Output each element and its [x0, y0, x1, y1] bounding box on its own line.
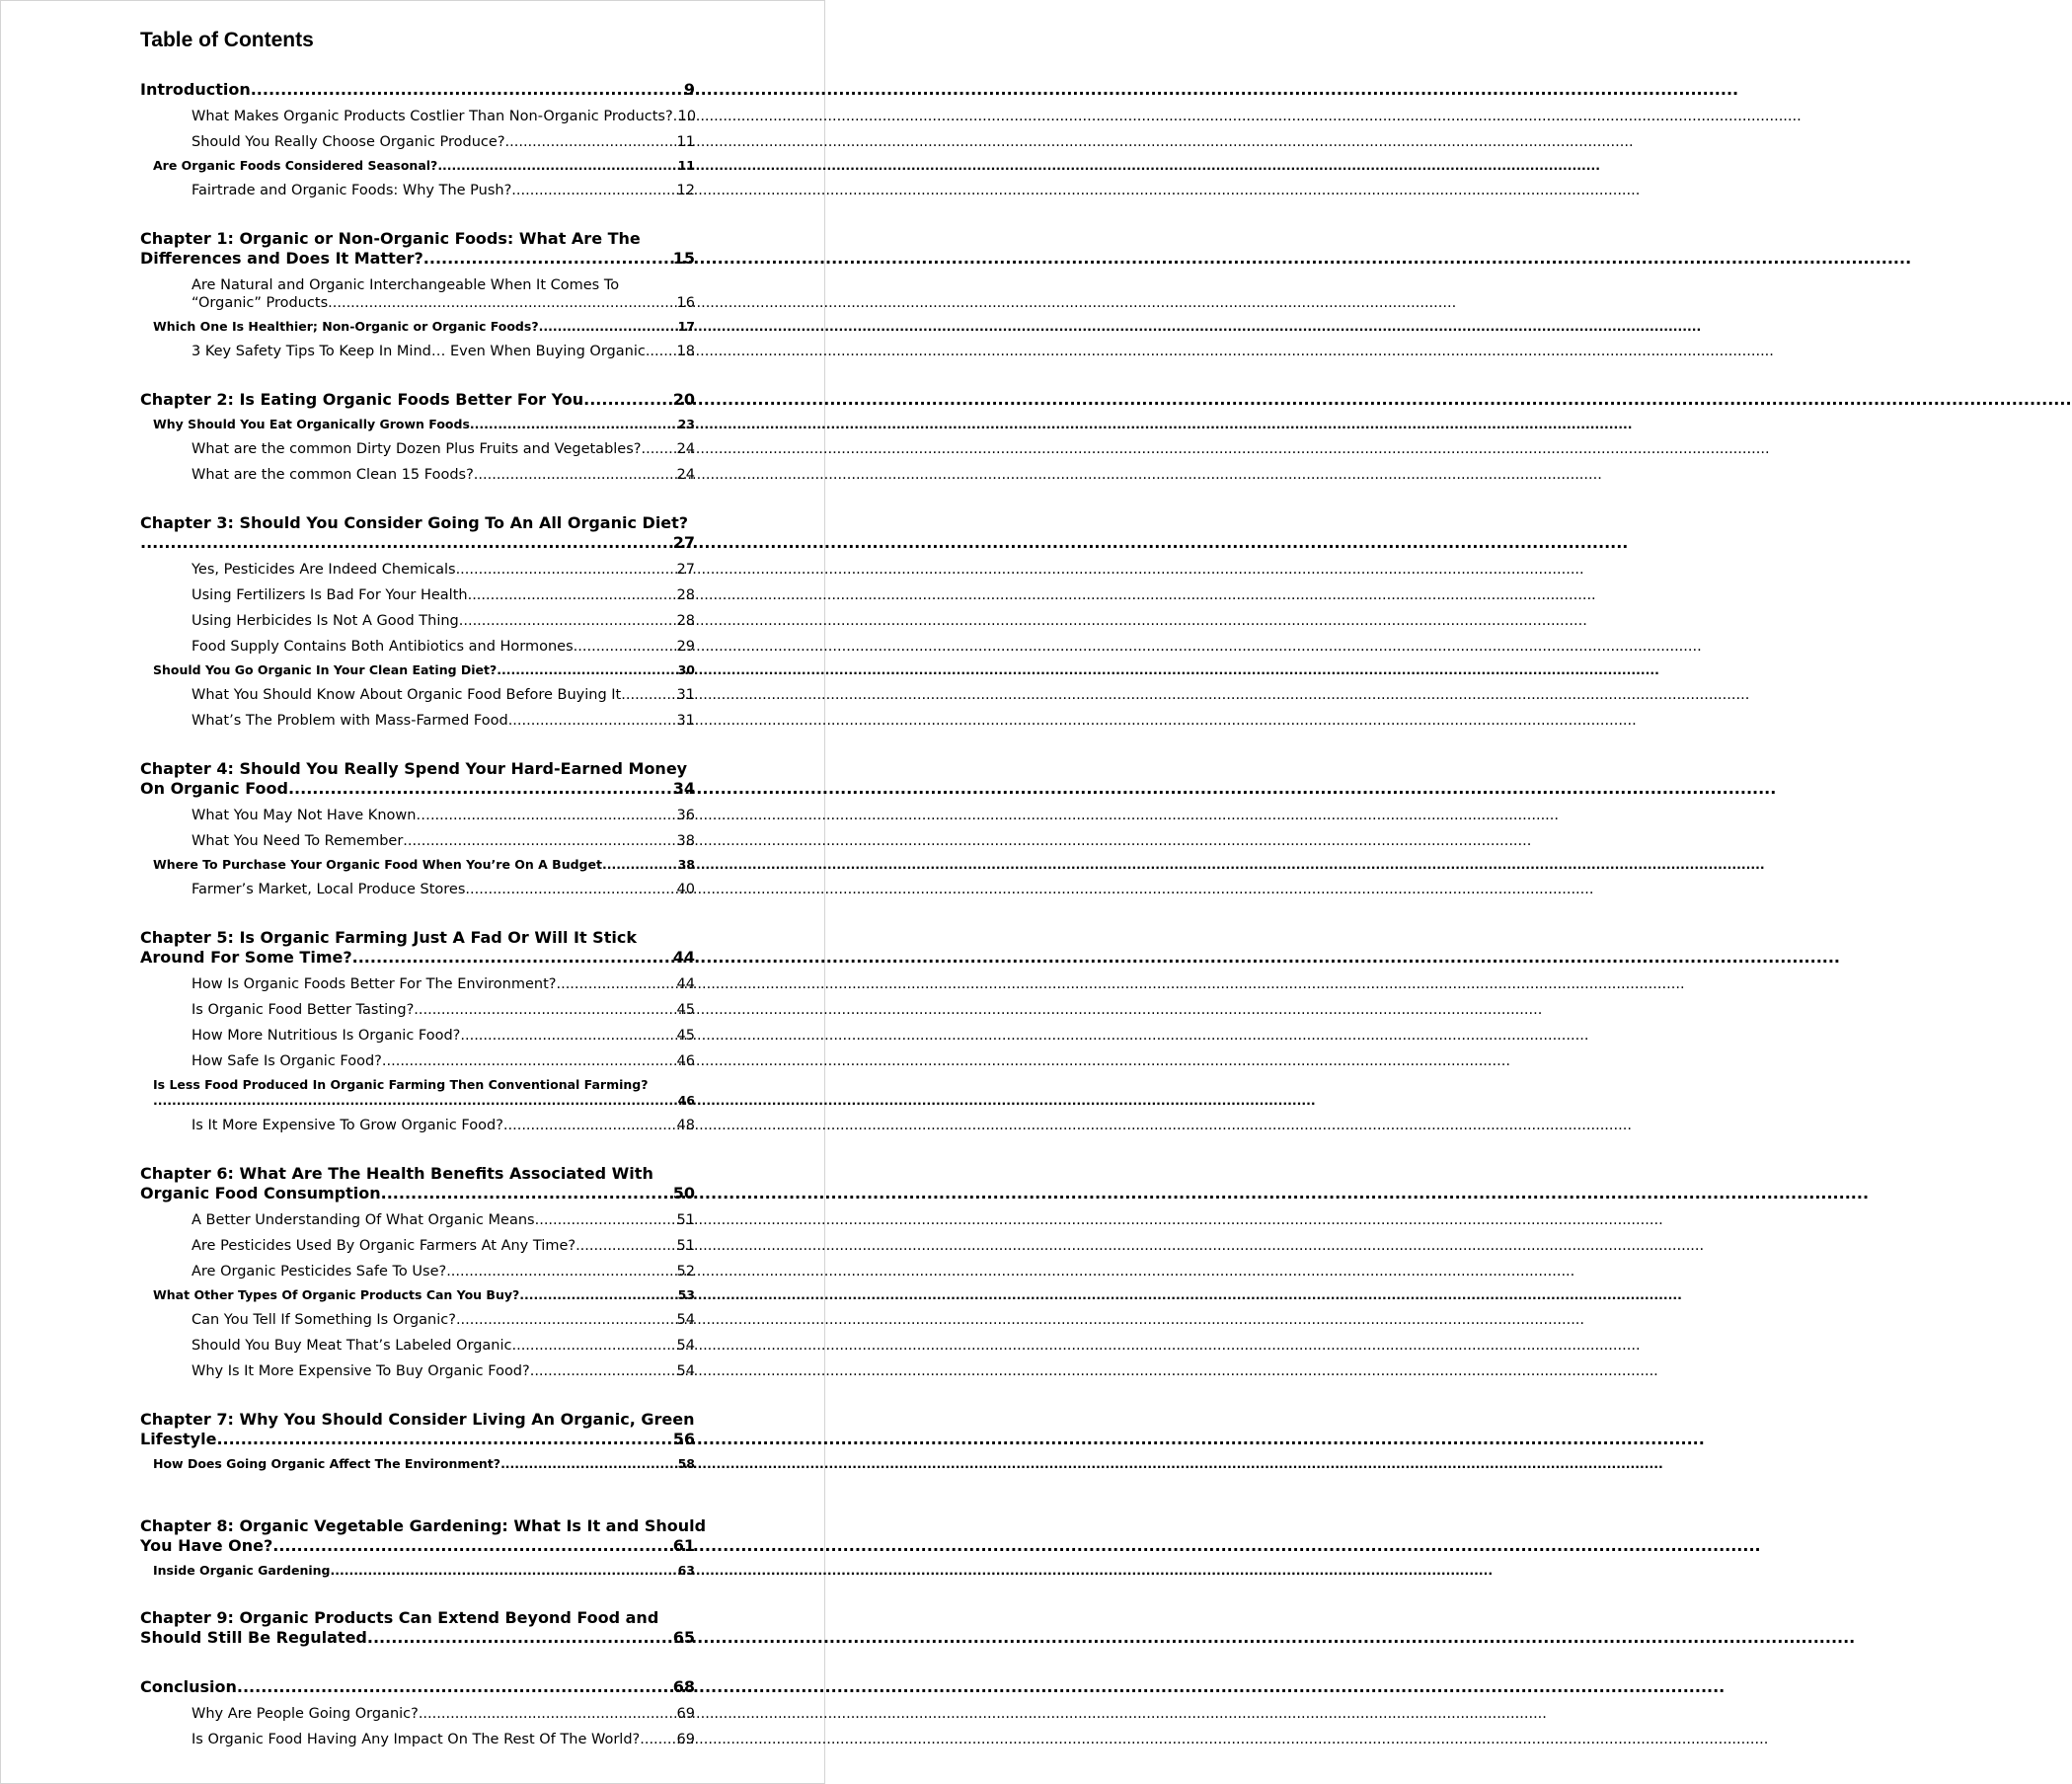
toc-subsection-entry[interactable] — [140, 1052, 695, 1070]
toc-subsection-entry[interactable] — [140, 832, 695, 850]
toc-page-number: 44 — [672, 948, 695, 967]
toc-page-number: 27 — [676, 562, 695, 578]
toc-page-number: 28 — [676, 587, 695, 603]
toc-entry-title: Around For Some Time? — [140, 948, 352, 967]
toc-entry-title-line: Are Natural and Organic Interchangeable When It Comes To — [192, 277, 620, 293]
dot-leader — [500, 1456, 677, 1472]
toc-page-number: 56 — [672, 1430, 695, 1448]
dot-leader — [382, 1052, 676, 1070]
dot-leader — [414, 1001, 675, 1019]
toc-page-number: 69 — [676, 1706, 695, 1722]
toc-page-number: 38 — [676, 833, 695, 849]
dot-leader — [328, 294, 675, 312]
dot-leader — [503, 1117, 676, 1134]
toc-entry-title: Using Herbicides Is Not A Good Thing — [192, 613, 459, 629]
toc-page-number: 24 — [676, 467, 695, 483]
toc-page-number: 53 — [677, 1287, 695, 1302]
toc-page-number: 12 — [676, 183, 695, 198]
toc-entry-title: Using Fertilizers Is Bad For Your Health — [192, 587, 468, 603]
toc-entry-title-line: Chapter 3: Should You Consider Going To An All Organic Diet? — [140, 513, 689, 532]
toc-subsection-entry[interactable] — [140, 586, 695, 604]
toc-page-number: 46 — [677, 1093, 695, 1108]
toc-subsection-entry[interactable] — [140, 466, 695, 484]
toc-entry-title: What You Should Know About Organic Food Before Buying It — [192, 687, 622, 703]
dot-leader — [641, 440, 675, 458]
toc-page-number: 38 — [677, 857, 695, 872]
toc-page-number: 20 — [672, 390, 695, 409]
toc-page-number: 34 — [672, 779, 695, 798]
toc-page-number: 63 — [677, 1563, 695, 1578]
toc-subsection-entry[interactable] — [140, 1263, 695, 1280]
toc-page-number: 51 — [676, 1212, 695, 1228]
toc-chapter-entry[interactable] — [140, 1164, 695, 1203]
toc-page-number: 68 — [672, 1677, 695, 1696]
toc-subsection-entry[interactable] — [140, 807, 695, 824]
dot-leader — [237, 1677, 672, 1697]
toc-entry-title: What’s The Problem with Mass-Farmed Food — [192, 713, 508, 729]
toc-entry-title: Differences and Does It Matter? — [140, 249, 423, 268]
toc-page-number: 30 — [677, 662, 695, 677]
dot-leader — [331, 1563, 677, 1579]
toc-entry-title: Introduction — [140, 80, 251, 99]
toc-subsection-entry[interactable] — [140, 881, 695, 898]
toc-page-number: 11 — [676, 134, 695, 150]
dot-leader — [437, 158, 676, 174]
toc-entry-title-line: Chapter 5: Is Organic Farming Just A Fad Or Will It Stick — [140, 928, 637, 947]
dot-leader — [530, 1362, 676, 1380]
toc-entry-title: What are the common Clean 15 Foods? — [192, 467, 474, 483]
toc-entry-title: What Other Types Of Organic Products Can You Buy? — [153, 1287, 520, 1302]
toc-entry-title: Are Organic Pesticides Safe To Use? — [192, 1264, 447, 1280]
toc-subsection-entry[interactable] — [140, 686, 695, 704]
toc-list — [140, 80, 707, 1748]
toc-page-number: 10 — [677, 109, 697, 124]
toc-page-number: 9 — [683, 80, 695, 99]
dot-leader — [468, 586, 676, 604]
toc-section-entry[interactable] — [140, 662, 695, 678]
toc-entry-title: What are the common Dirty Dozen Plus Fruits and Vegetables? — [192, 441, 642, 457]
toc-chapter-entry[interactable] — [140, 928, 695, 968]
toc-entry-title: Is Organic Food Better Tasting? — [192, 1002, 415, 1018]
toc-chapter-entry[interactable] — [140, 759, 695, 799]
toc-subsection-entry[interactable] — [140, 108, 695, 125]
toc-page-number: 45 — [676, 1028, 695, 1044]
toc-subsection-entry[interactable] — [140, 133, 695, 151]
toc-section-entry[interactable] — [140, 857, 695, 873]
toc-entry-title-line: Chapter 4: Should You Really Spend Your Hard-Earned Money — [140, 759, 688, 778]
toc-entry-title: Should Still Be Regulated — [140, 1628, 367, 1647]
toc-subsection-entry[interactable] — [140, 1001, 695, 1019]
dot-leader — [446, 1263, 675, 1280]
dot-leader — [153, 1093, 677, 1109]
toc-page-number: 18 — [676, 344, 695, 359]
dot-leader — [539, 319, 677, 335]
toc-entry-title: Why Should You Eat Organically Grown Foods — [153, 417, 470, 431]
dot-leader — [511, 182, 675, 199]
toc-entry-title: Yes, Pesticides Are Indeed Chemicals — [192, 562, 456, 578]
toc-entry-title: Should You Go Organic In Your Clean Eating Diet? — [153, 662, 498, 677]
dot-leader — [251, 80, 683, 100]
toc-entry-title: Where To Purchase Your Organic Food When You’re On A Budget — [153, 857, 602, 872]
toc-entry-title: How More Nutritious Is Organic Food? — [192, 1028, 461, 1044]
toc-entry-title: Food Supply Contains Both Antibiotics and Hormones — [192, 639, 574, 655]
toc-entry-title-line: Chapter 8: Organic Vegetable Gardening: What Is It and Should — [140, 1516, 707, 1535]
dot-leader — [381, 1184, 672, 1203]
toc-entry-title: How Safe Is Organic Food? — [192, 1053, 382, 1069]
toc-section-entry[interactable] — [140, 319, 695, 335]
toc-entry-title-line: Chapter 9: Organic Products Can Extend Beyond Food and — [140, 1608, 659, 1627]
toc-chapter-entry[interactable] — [140, 513, 695, 553]
toc-page-number: 45 — [676, 1002, 695, 1018]
toc-subsection-entry[interactable] — [140, 1211, 695, 1229]
document-page — [0, 0, 825, 1784]
toc-page-number: 16 — [676, 295, 695, 311]
toc-subsection-entry[interactable] — [140, 1311, 695, 1329]
toc-entry-title: Should You Really Choose Organic Produce? — [192, 134, 505, 150]
toc-entry-title-line: Chapter 6: What Are The Health Benefits Associated With — [140, 1164, 653, 1183]
dot-leader — [574, 638, 676, 656]
toc-page-number: 51 — [676, 1238, 695, 1254]
toc-entry-title: Lifestyle — [140, 1430, 217, 1448]
toc-subsection-entry[interactable] — [140, 182, 695, 199]
toc-subsection-entry[interactable] — [140, 440, 695, 458]
toc-entry-title-line: Chapter 7: Why You Should Consider Living An Organic, Green — [140, 1410, 695, 1429]
toc-entry-title: Why Are People Going Organic? — [192, 1706, 419, 1722]
toc-subsection-entry[interactable] — [140, 612, 695, 630]
dot-leader — [272, 1536, 672, 1556]
toc-entry-title: Inside Organic Gardening — [153, 1563, 331, 1578]
toc-entry-title: What You May Not Have Known… — [192, 808, 430, 823]
toc-entry-title: How Does Going Organic Affect The Environment? — [153, 1456, 501, 1471]
dot-leader — [456, 1311, 676, 1329]
table-of-contents — [140, 27, 707, 1748]
toc-page-number: 11 — [677, 158, 695, 173]
toc-entry-title: Can You Tell If Something Is Organic? — [192, 1312, 456, 1328]
dot-leader — [602, 857, 677, 873]
dot-leader — [497, 662, 676, 678]
toc-entry-title: A Better Understanding Of What Organic Means — [192, 1212, 535, 1228]
dot-leader — [460, 1027, 675, 1045]
toc-subsection-entry[interactable] — [140, 1731, 695, 1748]
dot-leader — [646, 343, 676, 360]
toc-subsection-entry[interactable] — [140, 638, 695, 656]
toc-page-number: 69 — [676, 1732, 695, 1747]
toc-entry-title: What You Need To Remember — [192, 833, 404, 849]
toc-page-number: 52 — [676, 1264, 695, 1280]
toc-entry-title: Organic Food Consumption — [140, 1184, 381, 1202]
toc-chapter-entry[interactable] — [140, 80, 695, 100]
toc-subsection-entry[interactable] — [140, 1027, 695, 1045]
toc-subsection-entry[interactable] — [140, 712, 695, 730]
toc-heading: Table of Contents — [140, 29, 314, 51]
dot-leader — [583, 390, 672, 410]
toc-chapter-entry[interactable] — [140, 1410, 695, 1449]
toc-subsection-entry[interactable] — [140, 1362, 695, 1380]
dot-leader — [288, 779, 672, 799]
toc-page-number: 27 — [672, 533, 695, 552]
toc-subsection-entry[interactable] — [140, 975, 695, 993]
toc-page-number: 58 — [677, 1456, 695, 1471]
toc-page-number: 24 — [676, 441, 695, 457]
dot-leader — [576, 1237, 675, 1255]
toc-page-number: 54 — [676, 1312, 695, 1328]
toc-subsection-entry[interactable] — [140, 1117, 695, 1134]
dot-leader — [505, 133, 676, 151]
dot-leader — [470, 417, 677, 432]
dot-leader — [140, 533, 672, 553]
toc-page-number: 40 — [676, 882, 695, 897]
toc-chapter-entry[interactable] — [140, 390, 695, 410]
toc-entry-title: Conclusion — [140, 1677, 237, 1696]
dot-leader — [367, 1628, 672, 1648]
dot-leader — [519, 1287, 676, 1303]
toc-entry-title: Are Organic Foods Considered Seasonal? — [153, 158, 438, 173]
dot-leader — [511, 1337, 675, 1355]
toc-chapter-entry[interactable] — [140, 229, 695, 269]
dot-leader — [535, 1211, 676, 1229]
toc-subsection-entry[interactable] — [140, 1337, 695, 1355]
toc-entry-title: Is Organic Food Having Any Impact On The Rest Of The World? — [192, 1732, 641, 1747]
dot-leader — [640, 1731, 675, 1748]
toc-page-number: 15 — [672, 249, 695, 268]
toc-subsection-entry[interactable] — [140, 1705, 695, 1723]
toc-page-number: 54 — [676, 1338, 695, 1354]
toc-subsection-entry[interactable] — [140, 1237, 695, 1255]
toc-page-number: 28 — [676, 613, 695, 629]
toc-page-number: 44 — [676, 976, 695, 992]
toc-entry-title: Which One Is Healthier; Non-Organic or Organic Foods? — [153, 319, 539, 334]
toc-chapter-entry[interactable] — [140, 1677, 695, 1697]
toc-entry-title: Why Is It More Expensive To Buy Organic Food? — [192, 1363, 530, 1379]
toc-page-number: 65 — [672, 1628, 695, 1647]
toc-entry-title-line: Is Less Food Produced In Organic Farming Then Conventional Farming? — [153, 1077, 649, 1092]
dot-leader — [419, 1705, 676, 1723]
dot-leader — [621, 686, 675, 704]
toc-section-entry[interactable] — [140, 1563, 695, 1579]
toc-subsection-entry[interactable] — [140, 561, 695, 579]
toc-entry-title: Fairtrade and Organic Foods: Why The Push? — [192, 183, 512, 198]
dot-leader — [352, 948, 672, 968]
toc-entry-title: You Have One? — [140, 1536, 273, 1555]
dot-leader — [556, 975, 675, 993]
dot-leader — [474, 466, 676, 484]
toc-entry-title: Should You Buy Meat That’s Labeled Organic — [192, 1338, 512, 1354]
toc-chapter-entry[interactable] — [140, 1608, 695, 1648]
toc-page-number: 31 — [676, 687, 695, 703]
toc-page-number: 46 — [676, 1053, 695, 1069]
dot-leader — [459, 612, 676, 630]
dot-leader — [456, 561, 676, 579]
toc-section-entry[interactable] — [140, 417, 695, 432]
toc-page-number: 31 — [676, 713, 695, 729]
toc-entry-title: What Makes Organic Products Costlier Than Non-Organic Products? — [192, 109, 673, 124]
dot-leader — [465, 881, 675, 898]
toc-subsection-entry[interactable] — [140, 343, 695, 360]
toc-section-entry[interactable] — [140, 1287, 695, 1303]
toc-page-number: 36 — [676, 808, 695, 823]
toc-page-number: 54 — [676, 1363, 695, 1379]
dot-leader — [216, 1430, 671, 1449]
toc-page-number: 29 — [676, 639, 695, 655]
toc-entry-title: How Is Organic Foods Better For The Environment? — [192, 976, 557, 992]
toc-page-number: 48 — [676, 1118, 695, 1133]
dot-leader — [423, 249, 672, 269]
toc-entry-title: 3 Key Safety Tips To Keep In Mind… Even When Buying Organic — [192, 344, 646, 359]
toc-subsection-entry[interactable] — [140, 276, 695, 312]
toc-entry-title: Farmer’s Market, Local Produce Stores — [192, 882, 466, 897]
toc-page-number: 17 — [677, 319, 695, 334]
toc-section-entry[interactable] — [140, 1077, 695, 1109]
toc-page-number: 61 — [672, 1536, 695, 1555]
toc-entry-title-line: Chapter 1: Organic or Non-Organic Foods: What Are The — [140, 229, 641, 248]
toc-entry-title: Chapter 2: Is Eating Organic Foods Better For You — [140, 390, 584, 409]
toc-section-entry[interactable] — [140, 158, 695, 174]
toc-section-entry[interactable] — [140, 1456, 695, 1472]
toc-entry-title: Are Pesticides Used By Organic Farmers At Any Time? — [192, 1238, 576, 1254]
toc-entry-title: On Organic Food — [140, 779, 288, 798]
dot-leader — [430, 807, 676, 824]
dot-leader — [403, 832, 675, 850]
dot-leader — [508, 712, 676, 730]
toc-entry-title: “Organic” Products — [192, 295, 329, 311]
toc-chapter-entry[interactable] — [140, 1516, 707, 1556]
toc-entry-title: Is It More Expensive To Grow Organic Food? — [192, 1118, 503, 1133]
toc-page-number: 23 — [677, 417, 695, 431]
toc-page-number: 50 — [672, 1184, 695, 1202]
